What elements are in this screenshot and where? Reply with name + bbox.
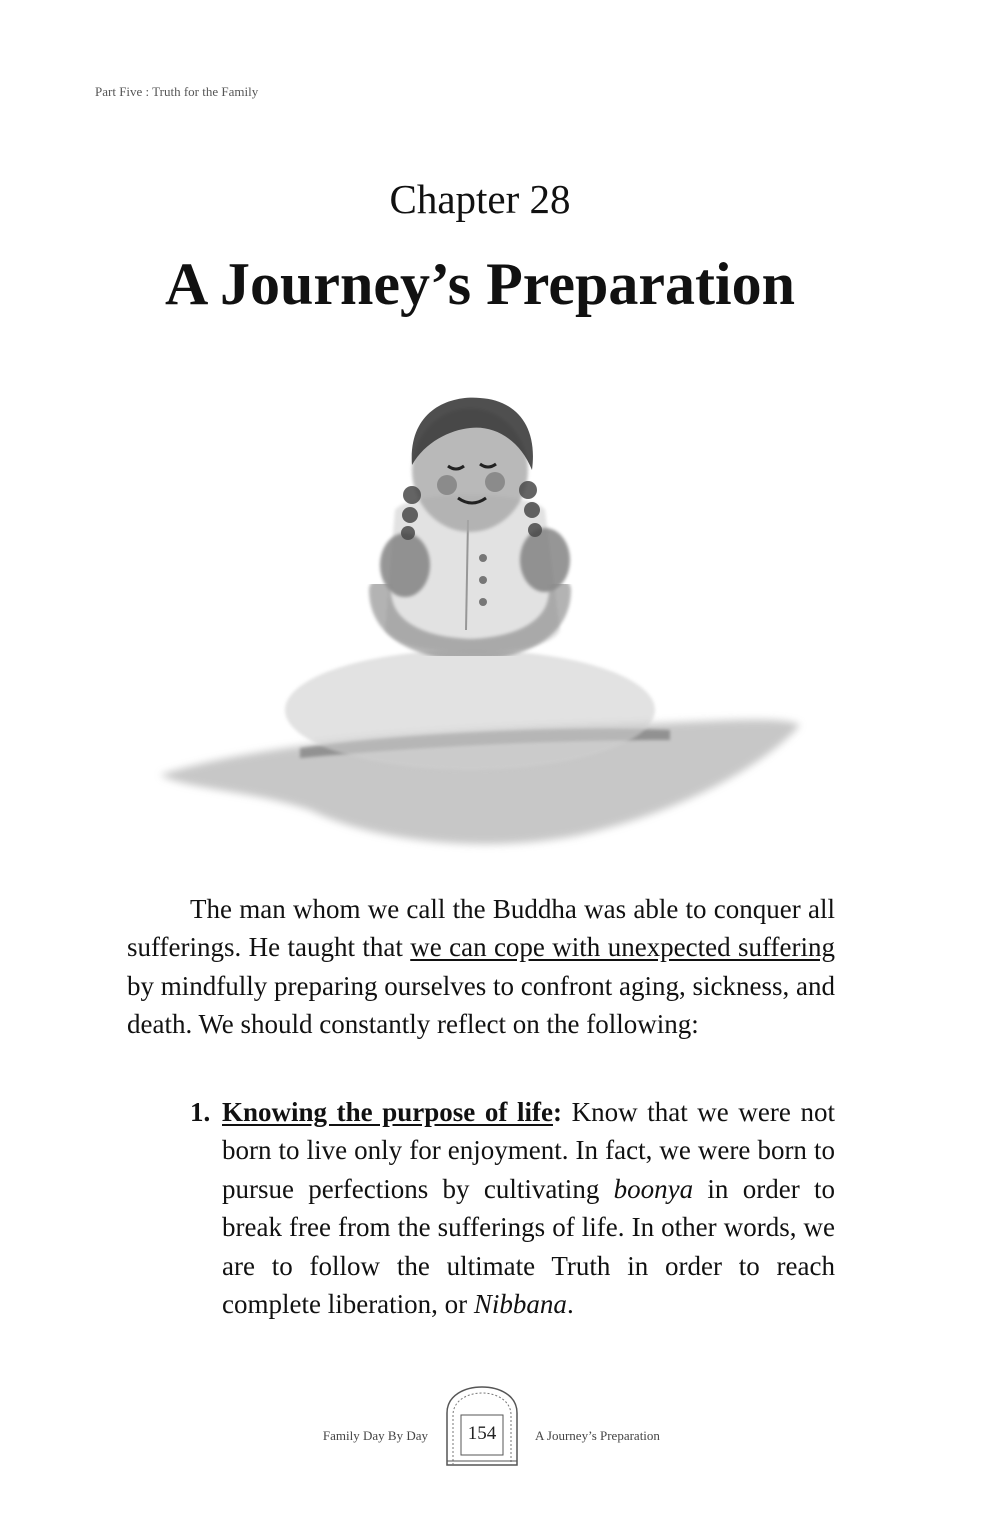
page-number: 154 — [467, 1423, 497, 1444]
footer-book-title: Family Day By Day — [322, 1428, 428, 1443]
chapter-number: Chapter 28 — [389, 176, 571, 222]
chapter-title: A Journey’s Preparation — [165, 251, 795, 317]
footer-chapter-title: A Journey’s Preparation — [535, 1428, 660, 1443]
intro-paragraph — [127, 890, 835, 1044]
list-item-text-c: . — [566, 1289, 574, 1320]
list-item — [190, 1093, 835, 1323]
list-item-text-a: Know that we were not born to live only for enjoyment. In fact, we were born to pursue perfections by cultivating — [222, 1097, 835, 1204]
list-item-text-b: in order to break free from the sufferings of life. In other words, we are to follow the ultimate Truth in order to reach complete liberation, or — [222, 1173, 835, 1320]
list-item-number: 1. — [190, 1097, 211, 1127]
list-item-term: Knowing the purpose of life — [222, 1097, 553, 1127]
underlined-phrase: we can cope with unexpected suffering — [410, 932, 835, 963]
page-number-frame — [441, 1385, 523, 1467]
running-head: Part Five : Truth for the Family — [95, 84, 259, 99]
list-item-colon: : — [552, 1097, 562, 1127]
meditating-girl-illustration — [150, 380, 820, 870]
intro-text-start: The man whom we call the Buddha was able to conquer all sufferings. He taught that — [127, 894, 835, 963]
intro-text-end: by mindfully preparing ourselves to confront aging, sickness, and death. We should constantly reflect on the following: — [127, 970, 835, 1040]
term-nibbana: Nibbana — [473, 1289, 567, 1320]
term-boonya: boonya — [613, 1173, 694, 1204]
